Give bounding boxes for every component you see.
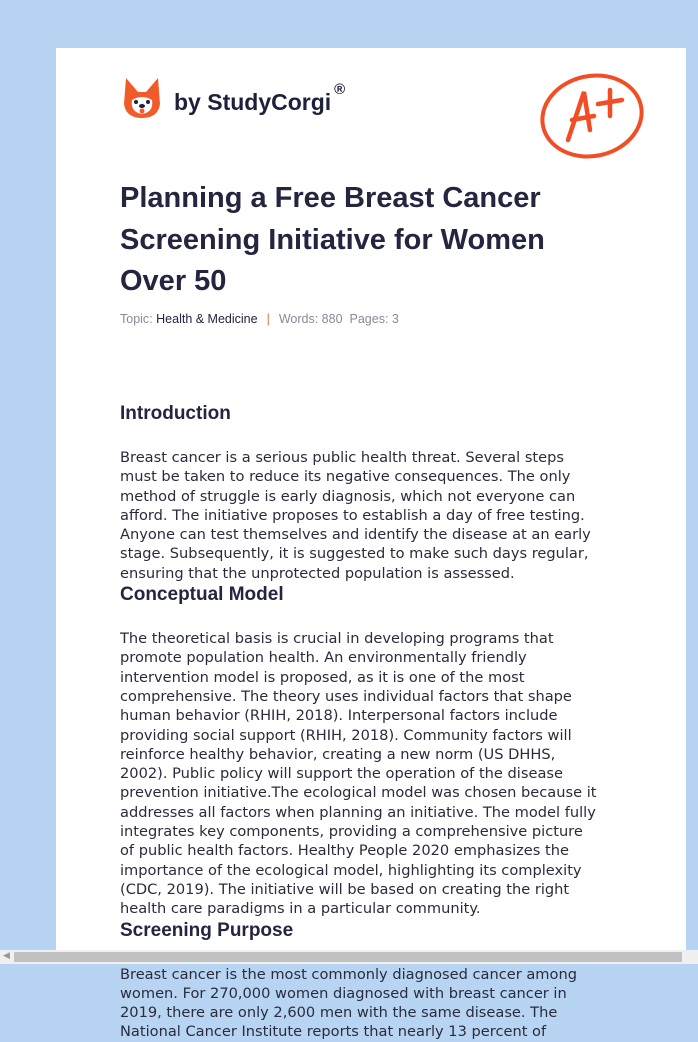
text-line: National Cancer Institute reports that nearly 13 percent of (120, 1023, 547, 1041)
horizontal-scrollbar[interactable] (0, 950, 698, 964)
text-line: promote population health. An environmentally friendly (120, 649, 527, 667)
text-line: women. For 270,000 women diagnosed with breast cancer in (120, 984, 567, 1002)
text-line: ensuring that the unprotected population is assessed. (120, 564, 515, 582)
section-paragraph (120, 629, 650, 918)
text-line: 2002). Public policy will support the operation of the disease (120, 765, 563, 783)
studycorgi-logo[interactable] (122, 76, 345, 120)
text-line: stage. Subsequently, it is suggested to make such days regular, (120, 545, 589, 563)
text-line: health care paradigms in a particular community. (120, 900, 481, 918)
text-line: afford. The initiative proposes to establish a day of free testing. (120, 506, 585, 524)
text-line: human behavior (RHIH, 2018). Interpersonal factors include (120, 707, 558, 725)
text-line: providing social support (RHIH, 2018). Community factors will (120, 726, 572, 744)
text-line: reinforce healthy behavior, creating a new norm (US DHHS, (120, 745, 556, 763)
text-line: The theoretical basis is crucial in developing programs that (120, 630, 554, 648)
meta-info: Topic: Health & Medicine | Words: 880 Pages: 3 (120, 312, 399, 326)
section-heading: Introduction (120, 403, 231, 424)
text-line: intervention model is proposed, as it is one of the most (120, 668, 525, 686)
text-line: Anyone can test themselves and identify the disease at an early (120, 526, 591, 544)
a-plus-grade-icon (538, 70, 648, 160)
brand-name: by StudyCorgi ® (174, 80, 346, 115)
text-line: addresses all factors when planning an initiative. The model fully (120, 803, 596, 821)
page-title: Planning a Free Breast Cancer Screening Initiative for Women Over 50 (120, 182, 545, 297)
text-line: 2019, there are only 2,600 men with the same disease. The (120, 1004, 558, 1022)
text-line: Breast cancer is a serious public health threat. Several steps (120, 449, 564, 466)
essay-content (120, 402, 650, 1042)
text-line: of public health factors. Healthy People 2020 emphasizes the (120, 842, 569, 860)
scroll-left-icon[interactable]: ◀ (3, 951, 10, 961)
text-line: prevention initiative.The ecological model was chosen because it (120, 784, 597, 802)
scrollbar-thumb[interactable] (14, 952, 682, 962)
section-paragraph (120, 448, 650, 583)
text-line: method of struggle is early diagnosis, which not everyone can (120, 487, 576, 505)
section-heading: Conceptual Model (120, 584, 284, 606)
text-line: (CDC, 2019). The initiative will be based on creating the right (120, 880, 570, 898)
text-line: importance of the ecological model, highlighting its complexity (120, 861, 582, 879)
text-line: comprehensive. The theory uses individual factors that shape (120, 687, 572, 705)
text-line: integrates key components, providing a comprehensive picture (120, 823, 583, 841)
topic-link[interactable]: Health & Medicine (156, 312, 258, 326)
document-card (56, 48, 686, 1041)
section-heading: Screening Purpose (120, 919, 294, 941)
text-line: Breast cancer is the most commonly diagnosed cancer among (120, 965, 577, 983)
section-paragraph (120, 965, 650, 1042)
text-line: must be taken to reduce its negative consequences. The only (120, 468, 571, 486)
corgi-icon (122, 76, 162, 120)
